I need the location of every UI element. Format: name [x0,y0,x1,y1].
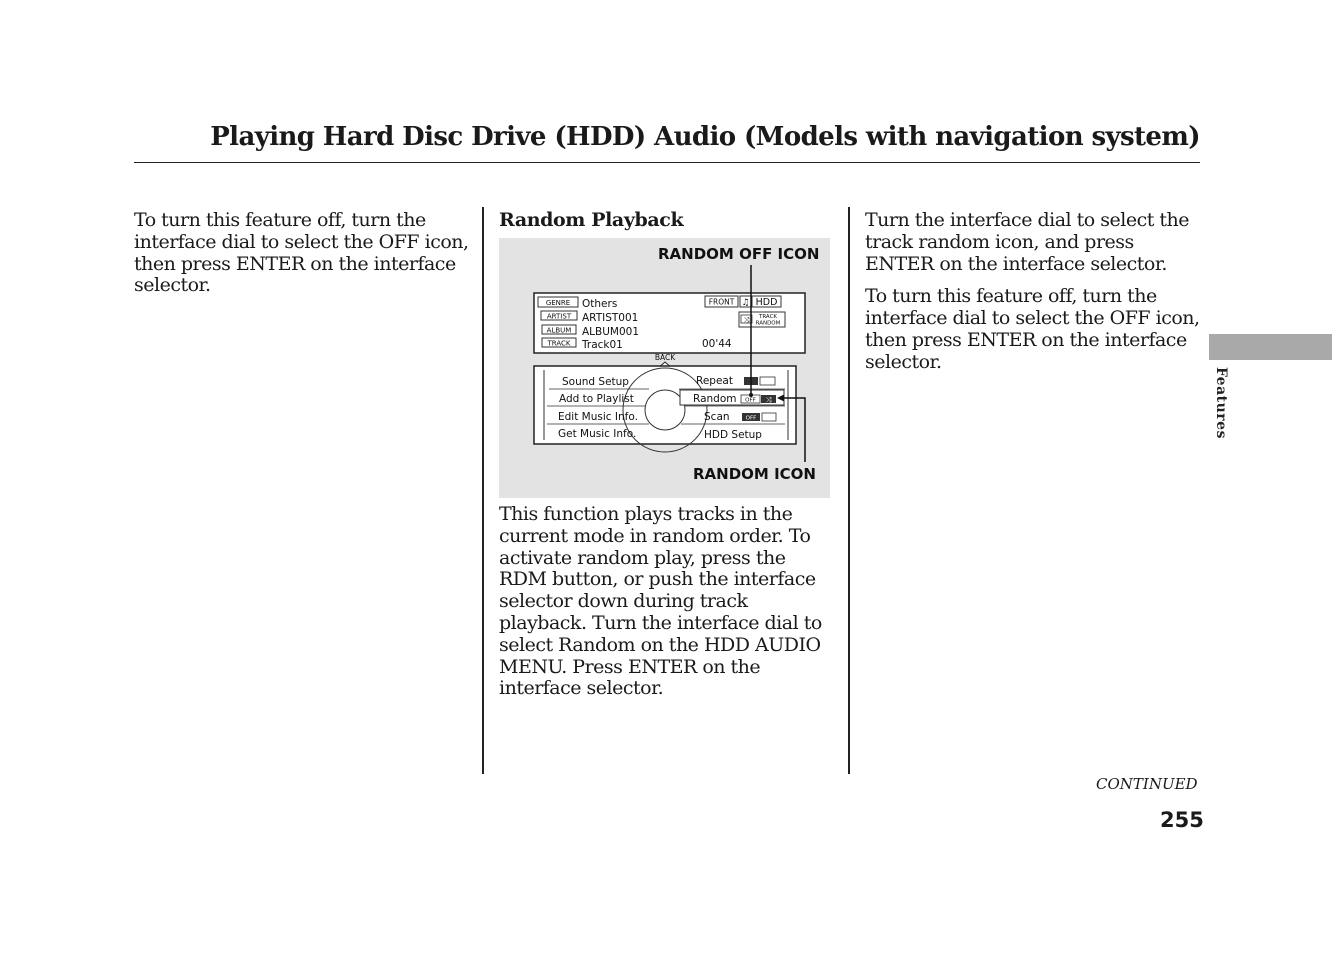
callout-random-off-icon: RANDOM OFF ICON [658,245,820,263]
column-divider-left [482,207,484,774]
playback-time: 00'44 [702,338,732,350]
random-playback-description: This function plays tracks in the current mode in random order. To activate random play, press the RDM button, or push the interface selector down during track playback. Turn the interface dial to select Random on the HDD AUDIO MENU. Press ENTER on the interface selector. [499,503,822,700]
random-off-label: OFF [745,397,756,404]
column-3-text [865,210,1205,385]
hdd-source-label: HDD [755,297,778,308]
repeat-folder-icon [760,377,775,385]
back-label: BACK [654,353,676,362]
track-tag: TRACK [547,339,571,348]
shuffle-glyph: ⤨ [743,316,750,324]
music-note-glyph: ♫ [741,298,750,308]
dial-center [645,390,685,430]
title-rule [134,162,1200,163]
section-tab-marker [1209,334,1332,360]
continued-label: CONTINUED [1096,775,1198,793]
scan-off-label: OFF [745,415,757,422]
section-side-label: Features [1213,367,1229,439]
track-random-line1: TRACK [758,314,778,320]
page-number: 255 [1160,808,1204,832]
menu-add-to-playlist: Add to Playlist [559,393,634,405]
callout-random-icon: RANDOM ICON [693,465,816,483]
genre-tag: GENRE [545,299,571,307]
track-random-line2: RANDOM [755,320,781,327]
section-heading-random-playback: Random Playback [499,209,684,231]
column-1-text: To turn this feature off, turn the interface dial to select the OFF icon, then press ENTER on the interface selector. [134,209,469,297]
column-3-paragraph-1: Turn the interface dial to select the track random icon, and press ENTER on the interface selector. [865,209,1190,275]
album-value: ALBUM001 [582,326,640,338]
menu-sound-setup: Sound Setup [562,376,629,388]
page-title: Playing Hard Disc Drive (HDD) Audio (Models with navigation system) [210,122,1200,152]
track-value: Track01 [582,339,623,351]
front-label: FRONT [708,297,735,307]
album-tag: ALBUM [546,326,572,335]
scan-track-icon [762,413,776,421]
random-shuffle-glyph: ⤨ [765,396,772,404]
menu-repeat: Repeat [696,375,733,387]
menu-edit-music-info: Edit Music Info. [558,411,638,423]
column-3-paragraph-2: To turn this feature off, turn the interface dial to select the OFF icon, then press ENTER on the interface selector. [865,285,1200,373]
menu-scan: Scan [704,411,730,423]
hdd-menu-screen-illustration [499,238,830,498]
random-playback-figure [499,238,830,498]
menu-hdd-setup: HDD Setup [704,429,762,441]
column-divider-right [848,207,850,774]
menu-random: Random [693,393,737,405]
genre-value: Others [582,298,618,310]
artist-tag: ARTIST [546,312,572,321]
artist-value: ARTIST001 [582,312,639,324]
menu-get-music-info: Get Music Info. [558,428,637,440]
